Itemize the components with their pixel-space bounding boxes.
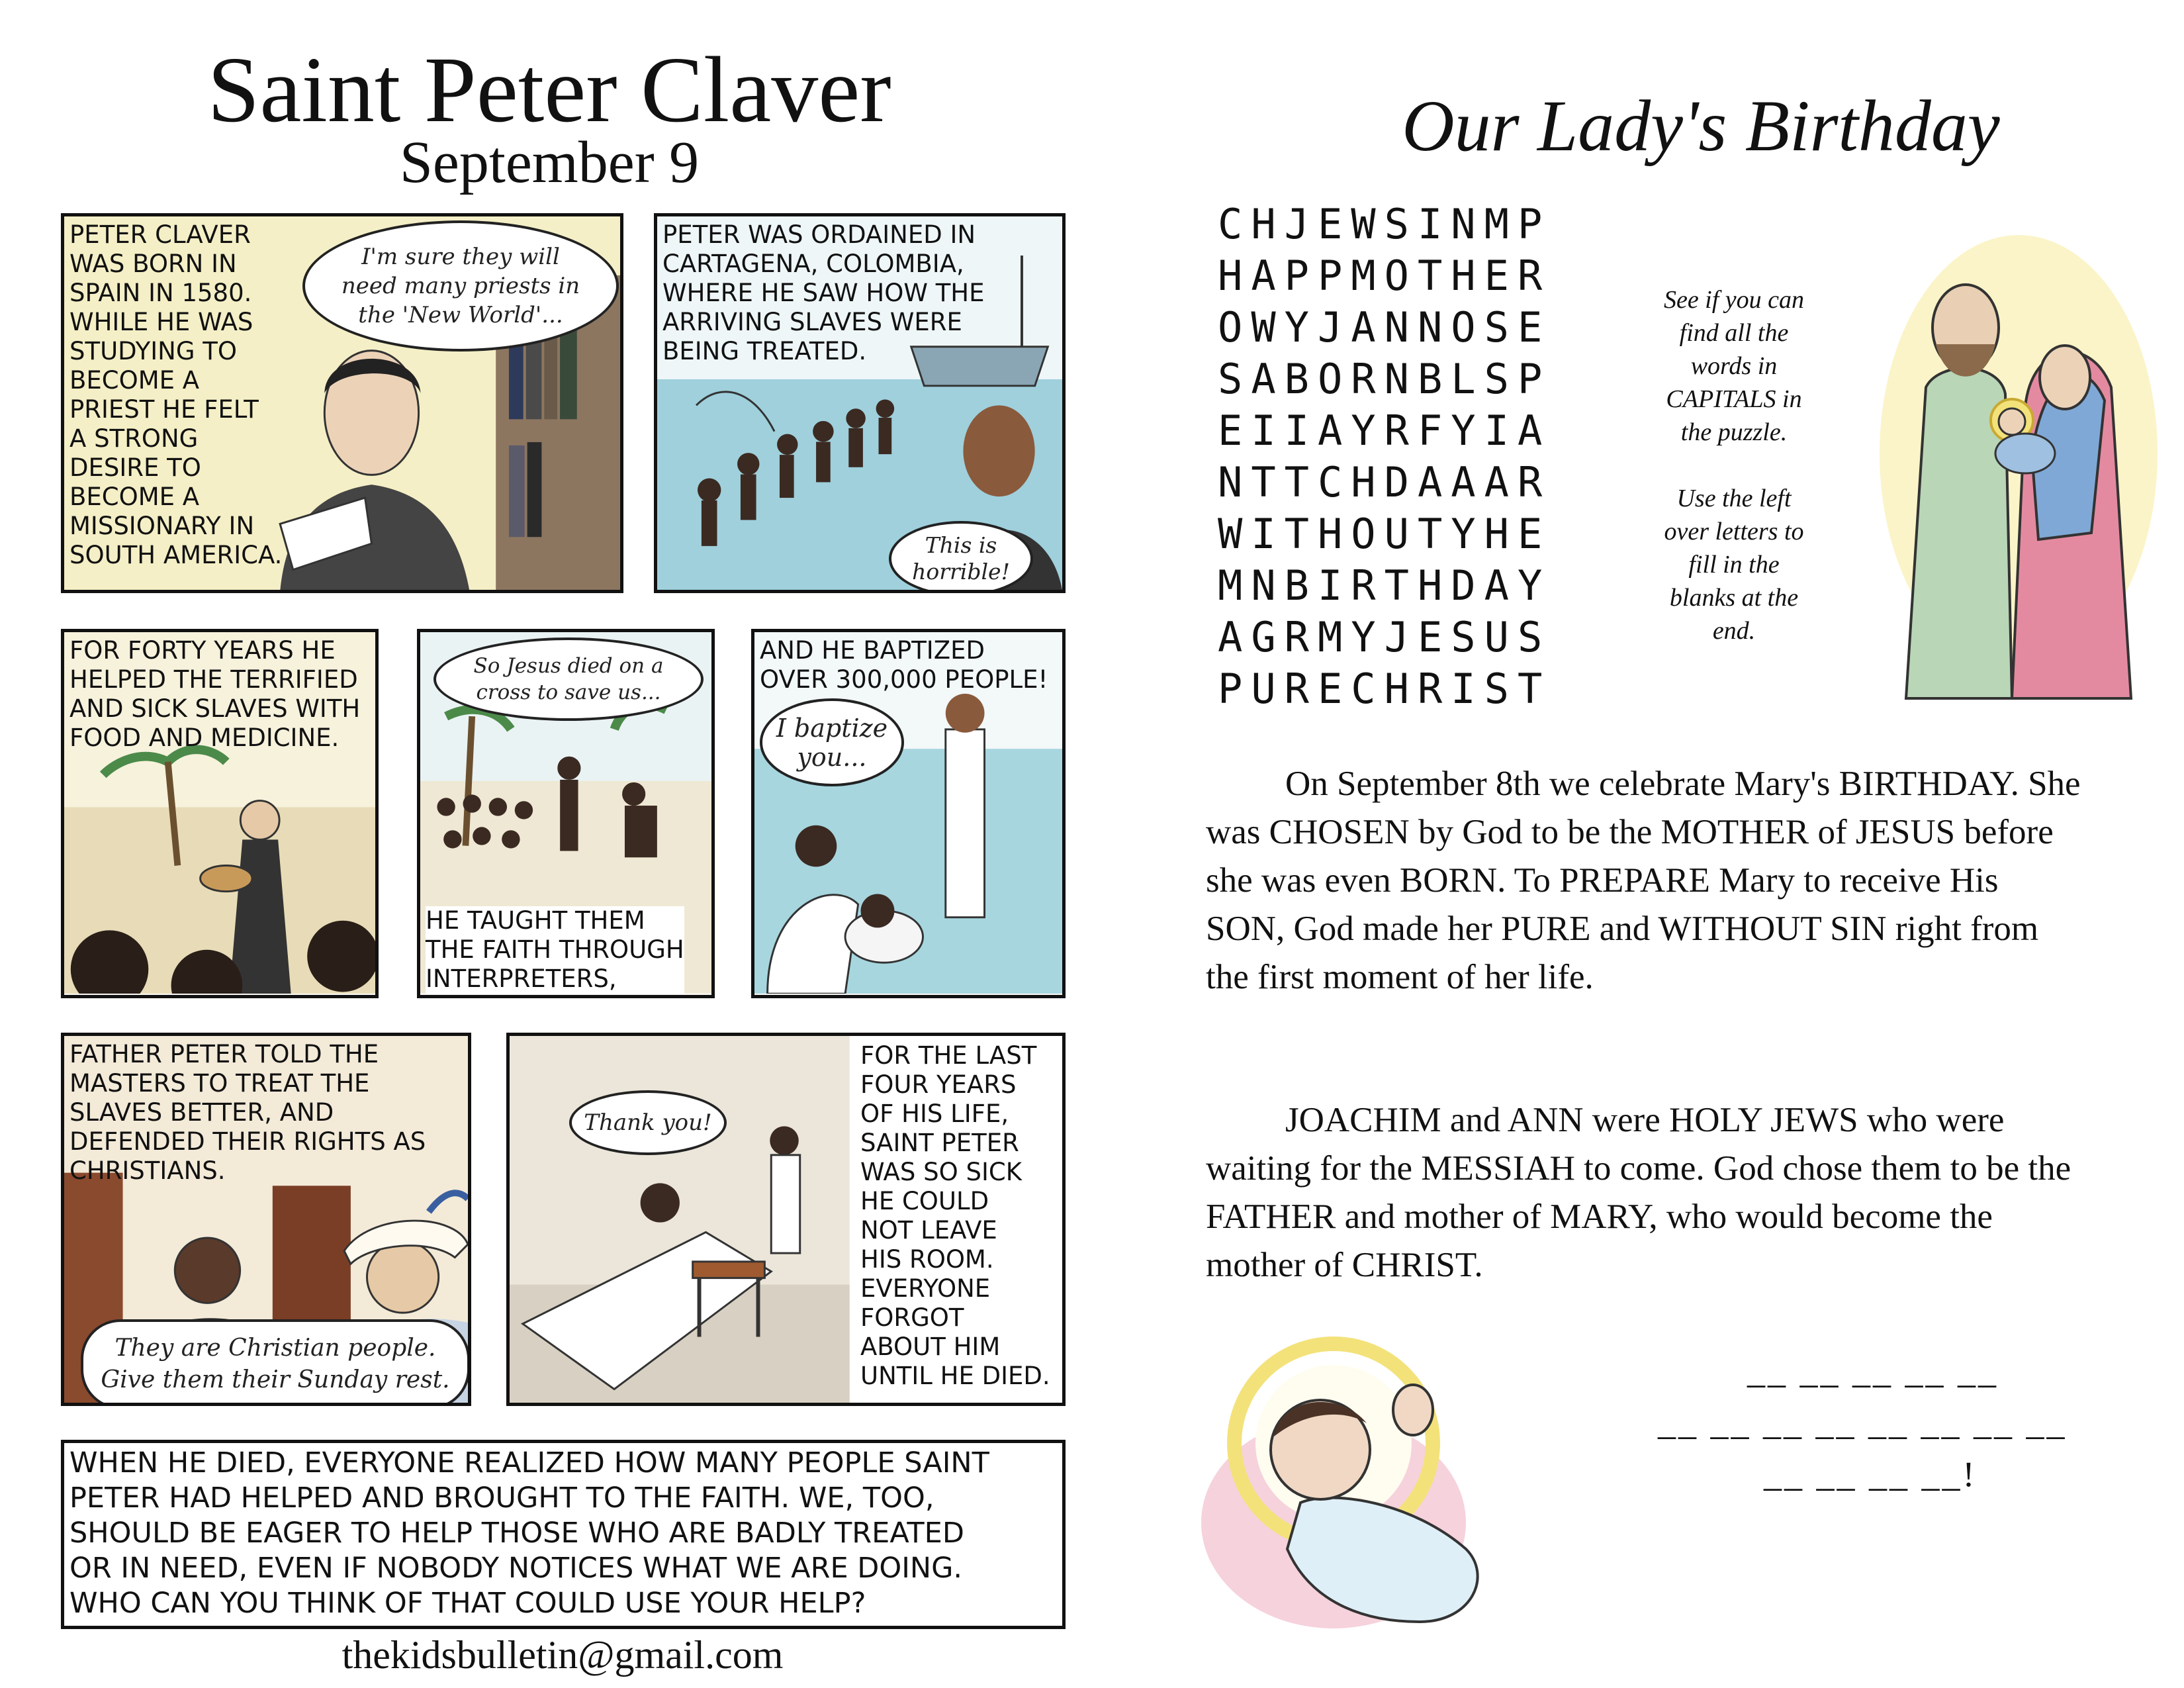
comic-panel-2: [654, 213, 1066, 593]
grid-row: AGRMYJESUS: [1218, 613, 1551, 661]
page-title-right: Our Lady's Birthday: [1402, 85, 2000, 166]
answer-blanks-line-1[interactable]: __ __ __ __ __: [1747, 1351, 1999, 1391]
comic-panel-3: [61, 629, 379, 998]
panel-2-speech-bubble: This is horrible!: [889, 521, 1033, 593]
page-title: Saint Peter Claver: [207, 37, 891, 142]
comic-panel-4: [417, 629, 715, 998]
answer-blanks-line-2[interactable]: __ __ __ __ __ __ __ __: [1658, 1403, 2068, 1442]
answer-blanks-line-3[interactable]: __ __ __ __!: [1764, 1454, 1978, 1494]
panel-1-caption: PETER CLAVER WAS BORN IN SPAIN IN 1580. WHILE HE WAS STUDYING TO BECOME A PRIEST HE FELT A STRONG DESIRE TO BECOME A MISSIONARY IN SOUTH AMERICA.: [69, 220, 283, 569]
comic-panel-8: [61, 1440, 1066, 1629]
grid-row: NTTCHDAAAR: [1218, 458, 1551, 506]
grid-row: EIIAYRFYIA: [1218, 406, 1551, 455]
panel-4-caption: HE TAUGHT THEM THE FAITH THROUGH INTERPRETERS,: [426, 906, 684, 993]
story-paragraph-1: On September 8th we celebrate Mary's BIRTHDAY. She was CHOSEN by God to be the MOTHER of JESUS before she was even BORN. To PREPARE Mary to receive His SON, God made her PURE and WITHOUT SIN right from the first moment of her life.: [1206, 765, 2081, 996]
panel-6-caption: FATHER PETER TOLD THE MASTERS TO TREAT THE SLAVES BETTER, AND DEFENDED THEIR RIGHTS AS CHRISTIANS.: [69, 1040, 426, 1185]
panel-5-speech-bubble: I baptize you...: [760, 698, 904, 786]
word-search-grid: [1218, 199, 1628, 715]
panel-3-caption: FOR FORTY YEARS HE HELPED THE TERRIFIED AND SICK SLAVES WITH FOOD AND MEDICINE.: [69, 636, 361, 752]
grid-row: OWYJANNOSE: [1218, 303, 1551, 352]
panel-6-speech-bubble: They are Christian people. Give them their Sunday rest.: [81, 1319, 470, 1406]
comic-panel-6: [61, 1033, 471, 1406]
panel-8-caption: WHEN HE DIED, EVERYONE REALIZED HOW MANY PEOPLE SAINT PETER HAD HELPED AND BROUGHT TO THE FAITH. WE, TOO, SHOULD BE EAGER TO HELP THOSE WHO ARE BADLY TREATED OR IN NEED, EVEN IF NOBODY NOTICES WHAT WE ARE DOING. WHO CAN YOU THINK OF THAT COULD USE YOUR HELP?: [69, 1446, 989, 1620]
grid-row: MNBIRTHDAY: [1218, 561, 1551, 610]
comic-panel-5: [751, 629, 1066, 998]
grid-row: WITHOUTYHE: [1218, 510, 1551, 558]
page-subtitle: September 9: [399, 130, 700, 195]
grid-row: HAPPMOTHER: [1218, 252, 1551, 300]
contact-email[interactable]: thekidsbulletin@gmail.com: [341, 1633, 784, 1677]
grid-row: SABORNBLSP: [1218, 355, 1551, 403]
panel-1-speech-bubble: I'm sure they will need many priests in the 'New World'...: [302, 220, 619, 352]
grid-row: CHJEWSINMP: [1218, 200, 1551, 248]
grid-row: PURECHRIST: [1218, 665, 1551, 713]
panel-2-caption: PETER WAS ORDAINED IN CARTAGENA, COLOMBIA, WHERE HE SAW HOW THE ARRIVING SLAVES WERE BEING TREATED.: [662, 220, 985, 365]
panel-7-speech-bubble: Thank you!: [569, 1090, 727, 1155]
panel-7-caption: FOR THE LAST FOUR YEARS OF HIS LIFE, SAINT PETER WAS SO SICK HE COULD NOT LEAVE HIS ROOM. EVERYONE FORGOT ABOUT HIM UNTIL HE DIED.: [860, 1041, 1050, 1390]
puzzle-instructions: See if you can find all the words in CAPITALS in the puzzle. Use the left over letters to fill in the blanks at the end.: [1663, 286, 1805, 645]
holy-family-illustration: [1866, 235, 2158, 712]
story-paragraph-2: JOACHIM and ANN were HOLY JEWS who were waiting for the MESSIAH to come. God chose them to be the FATHER and mother of MARY, who would become the mother of CHRIST.: [1206, 1101, 2071, 1284]
baby-mary-illustration: [1201, 1331, 1612, 1635]
comic-panel-1: [61, 213, 623, 593]
panel-4-speech-bubble: So Jesus died on a cross to save us...: [433, 637, 704, 721]
panel-5-caption: AND HE BAPTIZED OVER 300,000 PEOPLE!: [760, 636, 1048, 694]
comic-panel-7: [506, 1033, 1066, 1406]
